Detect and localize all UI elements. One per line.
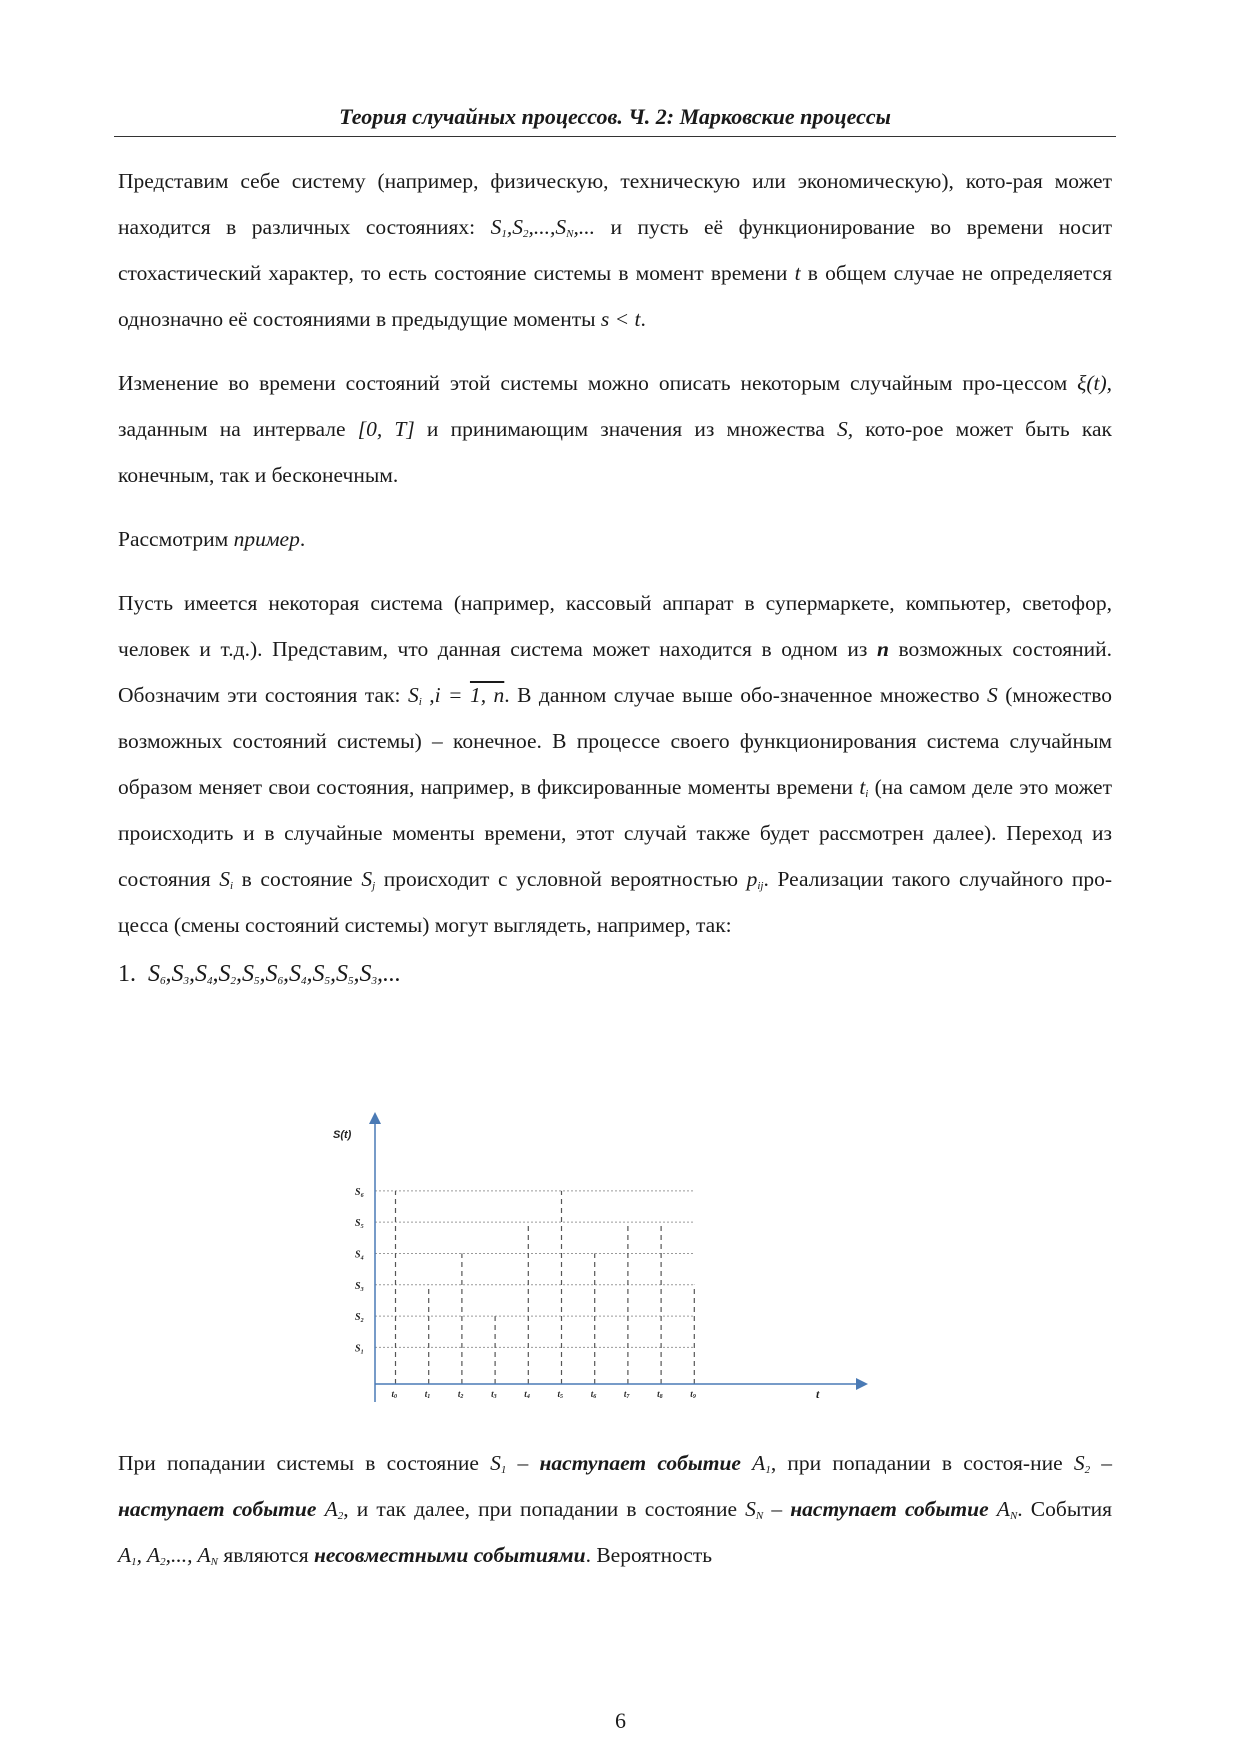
n-symbol: n bbox=[876, 637, 889, 661]
sequence-number: 1. bbox=[118, 961, 136, 987]
paragraph-5: При попадании системы в состояние $S_1$ – наступает событие $A_1$, при попадании в состоя-ние $S_2$ – наступает событие $A_2$, и так далее, при попадании в состояние $S_N$ – наступает событие $A_N$. События $A_1$, $A_2$,..., $A_N$ являются несовместными событиями. Вероятность bbox=[118, 1451, 1113, 1568]
inequality: s < t bbox=[600, 307, 641, 331]
x-tick-label: t6 bbox=[590, 1389, 597, 1400]
y-tick-label: $S_4$ bbox=[355, 1249, 364, 1262]
x-tick-label: t8 bbox=[657, 1389, 663, 1400]
x-tick-label: t0 bbox=[391, 1389, 398, 1400]
event-phrase-2: наступает событие bbox=[118, 1497, 317, 1521]
y-tick-label: $S_1$ bbox=[355, 1343, 364, 1356]
sequence-item: $S_3$, bbox=[171, 961, 195, 987]
state-chart bbox=[333, 1112, 870, 1414]
sequence-items bbox=[148, 961, 383, 987]
state-i-symbol: $S_i$ bbox=[219, 867, 234, 892]
paragraph-4: Пусть имеется некоторая система (например, кассовый аппарат в супермаркете, компьютер, светофор, человек и т.д.). Представим, что данная система может находится в одном из n возможных состояний. Обозначим эти состояния так: $S_i$ ,i = 1, n. В данном случае выше обо-значенное множество S (множество возможных состояний системы) – конечное. В процессе своего функционирования система случайным образом меняет свои состояния, например, в фиксированные моменты времени $t_i$ (на самом деле это может происходить и в случайные моменты времени, этот случай также будет рассмотрен далее). Переход из состояния $S_i$ в состояние $S_j$ происходит с условной вероятностью $p_{ij}$. Реализации такого случайного про-цесса (смены состояний системы) могут выглядеть, например, так: bbox=[118, 591, 1113, 937]
grid-lines bbox=[375, 1191, 695, 1348]
page-number: 6 bbox=[615, 1708, 626, 1733]
x-tick-label: t7 bbox=[623, 1389, 630, 1400]
state-bars bbox=[396, 1191, 695, 1384]
sequence-item: $S_4$, bbox=[289, 961, 313, 987]
y-tick-label: $S_6$ bbox=[355, 1186, 364, 1199]
y-tick-labels bbox=[355, 1187, 364, 1356]
x-tick-label: t1 bbox=[424, 1389, 431, 1400]
set-symbol: S bbox=[987, 683, 998, 707]
time-moment-symbol: $t_i$ bbox=[859, 775, 869, 800]
probability-symbol: $p_{ij}$ bbox=[746, 867, 764, 892]
state-2-symbol: $S_2$ bbox=[1073, 1451, 1091, 1476]
sequence-item: $S_4$, bbox=[195, 961, 219, 987]
set-symbol: S, bbox=[837, 417, 854, 441]
y-tick-label: $S_5$ bbox=[355, 1218, 364, 1231]
sequence-tail: ... bbox=[383, 961, 401, 987]
x-tick-label: t3 bbox=[491, 1389, 497, 1400]
paragraph-1: Представим себе систему (например, физическую, техническую или экономическую), кото-рая может находится в различных состояниях: $S_1,S_2,...,S_N$,... и пусть её функционирование во времени носит стохастический характер, то есть состояние системы в момент времени t в общем случае не определяется однозначно её состояниями в предыдущие моменты s < t. bbox=[118, 169, 1113, 331]
sequence-item: $S_2$, bbox=[218, 961, 242, 987]
state-1-symbol: $S_1$ bbox=[490, 1451, 507, 1476]
sequence-item: $S_3$, bbox=[359, 961, 383, 987]
state-j-symbol: $S_j$ bbox=[361, 867, 376, 892]
x-tick-label: t9 bbox=[690, 1389, 696, 1400]
header-rule bbox=[114, 136, 1116, 137]
event-phrase-3: наступает событие bbox=[790, 1497, 989, 1521]
sequence-item: $S_5$, bbox=[312, 961, 336, 987]
running-header: Теория случайных процессов. Ч. 2: Марковские процессы bbox=[339, 104, 891, 129]
sequence-item: $S_5$, bbox=[336, 961, 360, 987]
state-index-formula: $S_i$ ,i = 1, n bbox=[407, 683, 505, 708]
paragraph-2: Изменение во времени состояний этой системы можно описать некоторым случайным про-цессом ξ(t), заданным на интервале [0, T] и принимающим значения из множества S, кото-рое может быть как конечным, так и бесконечным. bbox=[118, 371, 1112, 487]
y-tick-label: $S_2$ bbox=[355, 1312, 364, 1325]
x-tick-label: t4 bbox=[524, 1389, 530, 1400]
x-tick-labels bbox=[392, 1389, 696, 1400]
x-axis-label: t bbox=[816, 1387, 820, 1401]
time-variable: t bbox=[794, 261, 801, 285]
sequence-item: $S_6$, bbox=[148, 961, 172, 987]
sequence-item: $S_5$, bbox=[242, 961, 266, 987]
sequence-item: $S_6$, bbox=[265, 961, 289, 987]
event-a1-symbol: $A_1$ bbox=[752, 1451, 771, 1476]
state-list: $S_1,S_2,...,S_N$,... bbox=[490, 215, 595, 240]
y-axis-label: S(t) bbox=[333, 1129, 352, 1141]
process-symbol: ξ(t), bbox=[1077, 371, 1112, 395]
example-emphasis: пример bbox=[233, 527, 300, 551]
x-tick-label: t5 bbox=[557, 1389, 564, 1400]
event-an-symbol: $A_N$ bbox=[996, 1497, 1018, 1522]
y-tick-label: $S_3$ bbox=[355, 1280, 364, 1293]
interval-symbol: [0, T] bbox=[357, 417, 415, 441]
page-body-continued bbox=[118, 1440, 1112, 1578]
state-n-symbol: $S_N$ bbox=[745, 1497, 764, 1522]
x-tick-label: t2 bbox=[457, 1389, 464, 1400]
event-a2-symbol: $A_2$ bbox=[324, 1497, 344, 1522]
realization-sequence bbox=[118, 954, 1112, 994]
incompatible-events-phrase: несовместными событиями bbox=[313, 1543, 586, 1567]
event-phrase-1: наступает событие bbox=[539, 1451, 741, 1475]
events-list: $A_1$, $A_2$,..., $A_N$ bbox=[118, 1543, 218, 1568]
page-body bbox=[118, 158, 1112, 994]
paragraph-3: Рассмотрим пример. bbox=[118, 527, 306, 551]
